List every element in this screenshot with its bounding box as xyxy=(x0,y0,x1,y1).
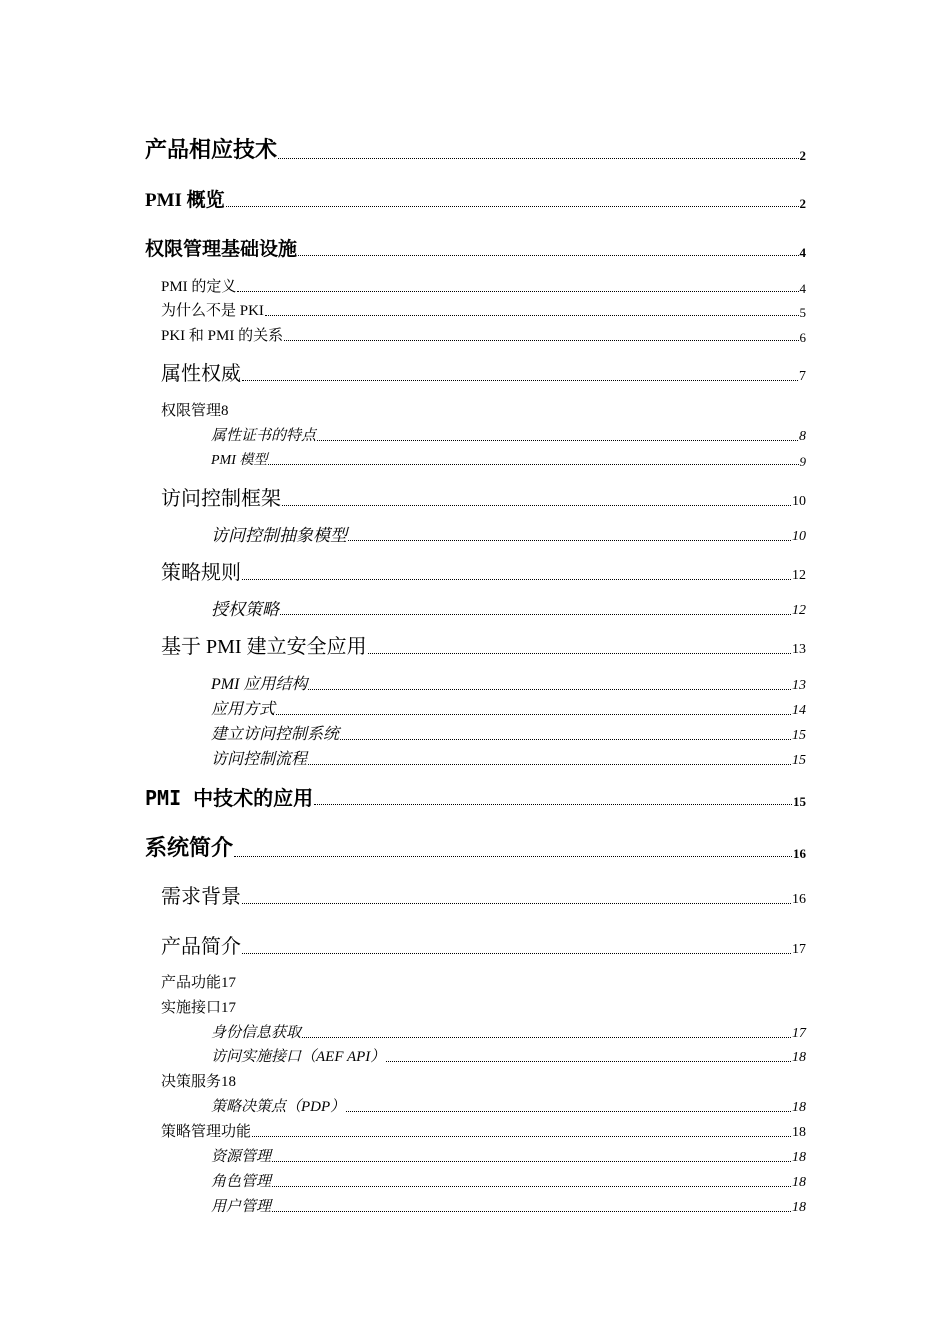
toc-leader xyxy=(234,856,792,857)
toc-entry-page: 17 xyxy=(792,942,806,957)
toc-entry-title: 访问控制流程 xyxy=(211,751,308,768)
toc-entry[interactable] xyxy=(211,454,806,468)
toc-entry-title: 实施接口 xyxy=(161,1000,222,1016)
toc-leader xyxy=(314,804,792,805)
toc-entry-page: 18 xyxy=(792,1200,806,1215)
toc-leader xyxy=(284,340,798,341)
toc-leader xyxy=(242,903,791,904)
toc-leader xyxy=(272,1186,791,1187)
toc-entry-title: 产品功能 xyxy=(161,975,222,991)
toc-entry-page: 2 xyxy=(799,196,806,211)
toc-entry-title: 需求背景 xyxy=(161,886,241,908)
toc-leader xyxy=(346,1111,791,1112)
toc-entry[interactable] xyxy=(145,788,806,808)
toc-entry-title: 访问实施接口（AEF API） xyxy=(211,1049,386,1065)
toc-entry[interactable] xyxy=(211,1026,806,1041)
toc-entry-page: 14 xyxy=(792,703,806,718)
toc-entry[interactable] xyxy=(211,429,806,444)
toc-entry-page: 15 xyxy=(792,753,806,768)
toc-entry[interactable] xyxy=(161,329,806,344)
toc-entry[interactable] xyxy=(161,304,806,319)
toc-entry-title: 策略管理功能 xyxy=(161,1124,252,1140)
toc-entry[interactable] xyxy=(145,191,806,210)
toc-entry[interactable] xyxy=(161,1001,236,1016)
toc-entry-title: 策略决策点（PDP） xyxy=(211,1099,346,1115)
toc-entry-page: 18 xyxy=(792,1150,806,1165)
toc-entry-page: 15 xyxy=(793,794,806,809)
toc-leader xyxy=(237,291,798,292)
toc-entry-title: 系统简介 xyxy=(145,836,234,861)
toc-entry-title: PMI 的定义 xyxy=(161,279,237,295)
toc-entry[interactable] xyxy=(145,240,806,259)
toc-entry-page: 16 xyxy=(793,846,806,861)
toc-leader xyxy=(368,653,791,654)
toc-entry-page: 10 xyxy=(792,529,806,544)
toc-entry-page: 8 xyxy=(799,429,806,444)
toc-entry-title: 为什么不是 PKI xyxy=(161,303,264,319)
toc-leader xyxy=(278,158,798,159)
toc-entry-title: PMI 模型 xyxy=(211,453,268,468)
toc-entry-title: PMI 应用结构 xyxy=(211,676,308,693)
toc-entry-page: 2 xyxy=(799,148,806,163)
toc-entry-page: 18 xyxy=(792,1100,806,1115)
toc-entry[interactable] xyxy=(145,140,806,162)
toc-entry-title: 决策服务 xyxy=(161,1074,222,1090)
toc-leader xyxy=(272,1211,791,1212)
toc-entry-page: 12 xyxy=(792,568,806,583)
toc-entry-title: 权限管理基础设施 xyxy=(145,239,298,260)
toc-entry-title: PMI 概览 xyxy=(145,190,225,211)
toc-entry-page: 13 xyxy=(792,642,806,657)
toc-entry-title: 属性证书的特点 xyxy=(211,428,317,444)
toc-leader xyxy=(265,315,799,316)
toc-entry[interactable] xyxy=(211,1200,806,1215)
toc-entry[interactable] xyxy=(161,937,806,957)
toc-entry[interactable] xyxy=(161,1075,236,1090)
toc-entry-page: 7 xyxy=(799,369,806,384)
toc-entry-title: 建立访问控制系统 xyxy=(211,726,340,743)
toc-entry[interactable] xyxy=(145,838,806,860)
toc-entry-title: 产品相应技术 xyxy=(145,138,278,163)
toc-entry-title: 策略规则 xyxy=(161,562,241,584)
toc-entry-title: 身份信息获取 xyxy=(211,1025,302,1041)
toc-entry[interactable] xyxy=(161,887,806,907)
toc-entry[interactable] xyxy=(211,1050,806,1065)
toc-entry-title: 资源管理 xyxy=(211,1149,272,1165)
toc-entry[interactable] xyxy=(161,404,229,419)
toc-entry[interactable] xyxy=(161,280,806,295)
toc-entry-title: 权限管理 xyxy=(161,403,222,419)
toc-entry[interactable] xyxy=(161,563,806,583)
toc-entry-title: 基于 PMI 建立安全应用 xyxy=(161,636,367,658)
toc-leader xyxy=(280,614,791,615)
toc-leader xyxy=(242,579,791,580)
toc-leader xyxy=(242,380,798,381)
toc-entry[interactable] xyxy=(211,527,806,544)
toc-entry-page: 6 xyxy=(799,330,806,345)
toc-entry-title: 授权策略 xyxy=(211,600,279,619)
toc-entry-page: 18 xyxy=(221,1074,237,1090)
toc-leader xyxy=(302,1037,791,1038)
toc-entry-title: 用户管理 xyxy=(211,1199,272,1215)
toc-entry[interactable] xyxy=(161,364,806,384)
toc-entry-page: 9 xyxy=(799,454,806,469)
toc-leader xyxy=(226,206,799,207)
toc-entry[interactable] xyxy=(161,489,806,509)
toc-entry-page: 10 xyxy=(792,494,806,509)
toc-leader xyxy=(268,464,798,465)
toc-entry-title: 角色管理 xyxy=(211,1174,272,1190)
toc-entry-page: 15 xyxy=(792,728,806,743)
toc-leader xyxy=(252,1136,791,1137)
toc-entry-title: PMI 中技术的应用 xyxy=(145,786,314,810)
toc-entry-page: 18 xyxy=(792,1050,806,1065)
toc-entry-title: PKI 和 PMI 的关系 xyxy=(161,328,284,344)
toc-entry[interactable] xyxy=(211,702,806,718)
toc-leader xyxy=(308,764,791,765)
toc-entry-page: 16 xyxy=(792,892,806,907)
toc-entry[interactable] xyxy=(211,677,806,693)
toc-entry-title: 访问控制框架 xyxy=(161,488,281,510)
toc-entry-title: 产品简介 xyxy=(161,936,241,958)
toc-leader xyxy=(298,255,798,256)
toc-entry-page: 4 xyxy=(799,245,806,260)
toc-entry-page: 12 xyxy=(792,603,806,618)
toc-entry[interactable] xyxy=(211,752,806,768)
toc-entry-page: 4 xyxy=(799,281,806,296)
toc-entry-page: 18 xyxy=(792,1175,806,1190)
toc-entry-title: 应用方式 xyxy=(211,701,276,718)
toc-leader xyxy=(282,505,791,506)
toc-leader xyxy=(386,1061,791,1062)
toc-entry-page: 17 xyxy=(221,975,237,991)
toc-entry-page: 17 xyxy=(792,1026,806,1041)
toc-leader xyxy=(340,739,791,740)
toc-entry[interactable] xyxy=(211,727,806,743)
toc-leader xyxy=(317,440,798,441)
toc-entry-page: 5 xyxy=(799,305,806,320)
toc-entry[interactable] xyxy=(161,637,806,657)
toc-leader xyxy=(276,714,791,715)
toc-entry[interactable] xyxy=(211,601,806,618)
toc-entry-page: 18 xyxy=(792,1125,806,1140)
toc-entry[interactable] xyxy=(161,1125,806,1140)
toc-entry-page: 17 xyxy=(221,1000,237,1016)
toc-leader xyxy=(272,1161,791,1162)
toc-entry-title: 属性权威 xyxy=(161,363,241,385)
toc-entry[interactable] xyxy=(211,1100,806,1115)
toc-entry[interactable] xyxy=(211,1175,806,1190)
toc-entry[interactable] xyxy=(211,1150,806,1165)
toc-entry-page: 13 xyxy=(792,678,806,693)
toc-leader xyxy=(348,540,791,541)
toc-leader xyxy=(308,689,791,690)
toc-leader xyxy=(242,953,791,954)
toc-entry-page: 8 xyxy=(221,403,229,419)
toc-entry-title: 访问控制抽象模型 xyxy=(211,526,347,545)
toc-entry[interactable] xyxy=(161,976,236,991)
